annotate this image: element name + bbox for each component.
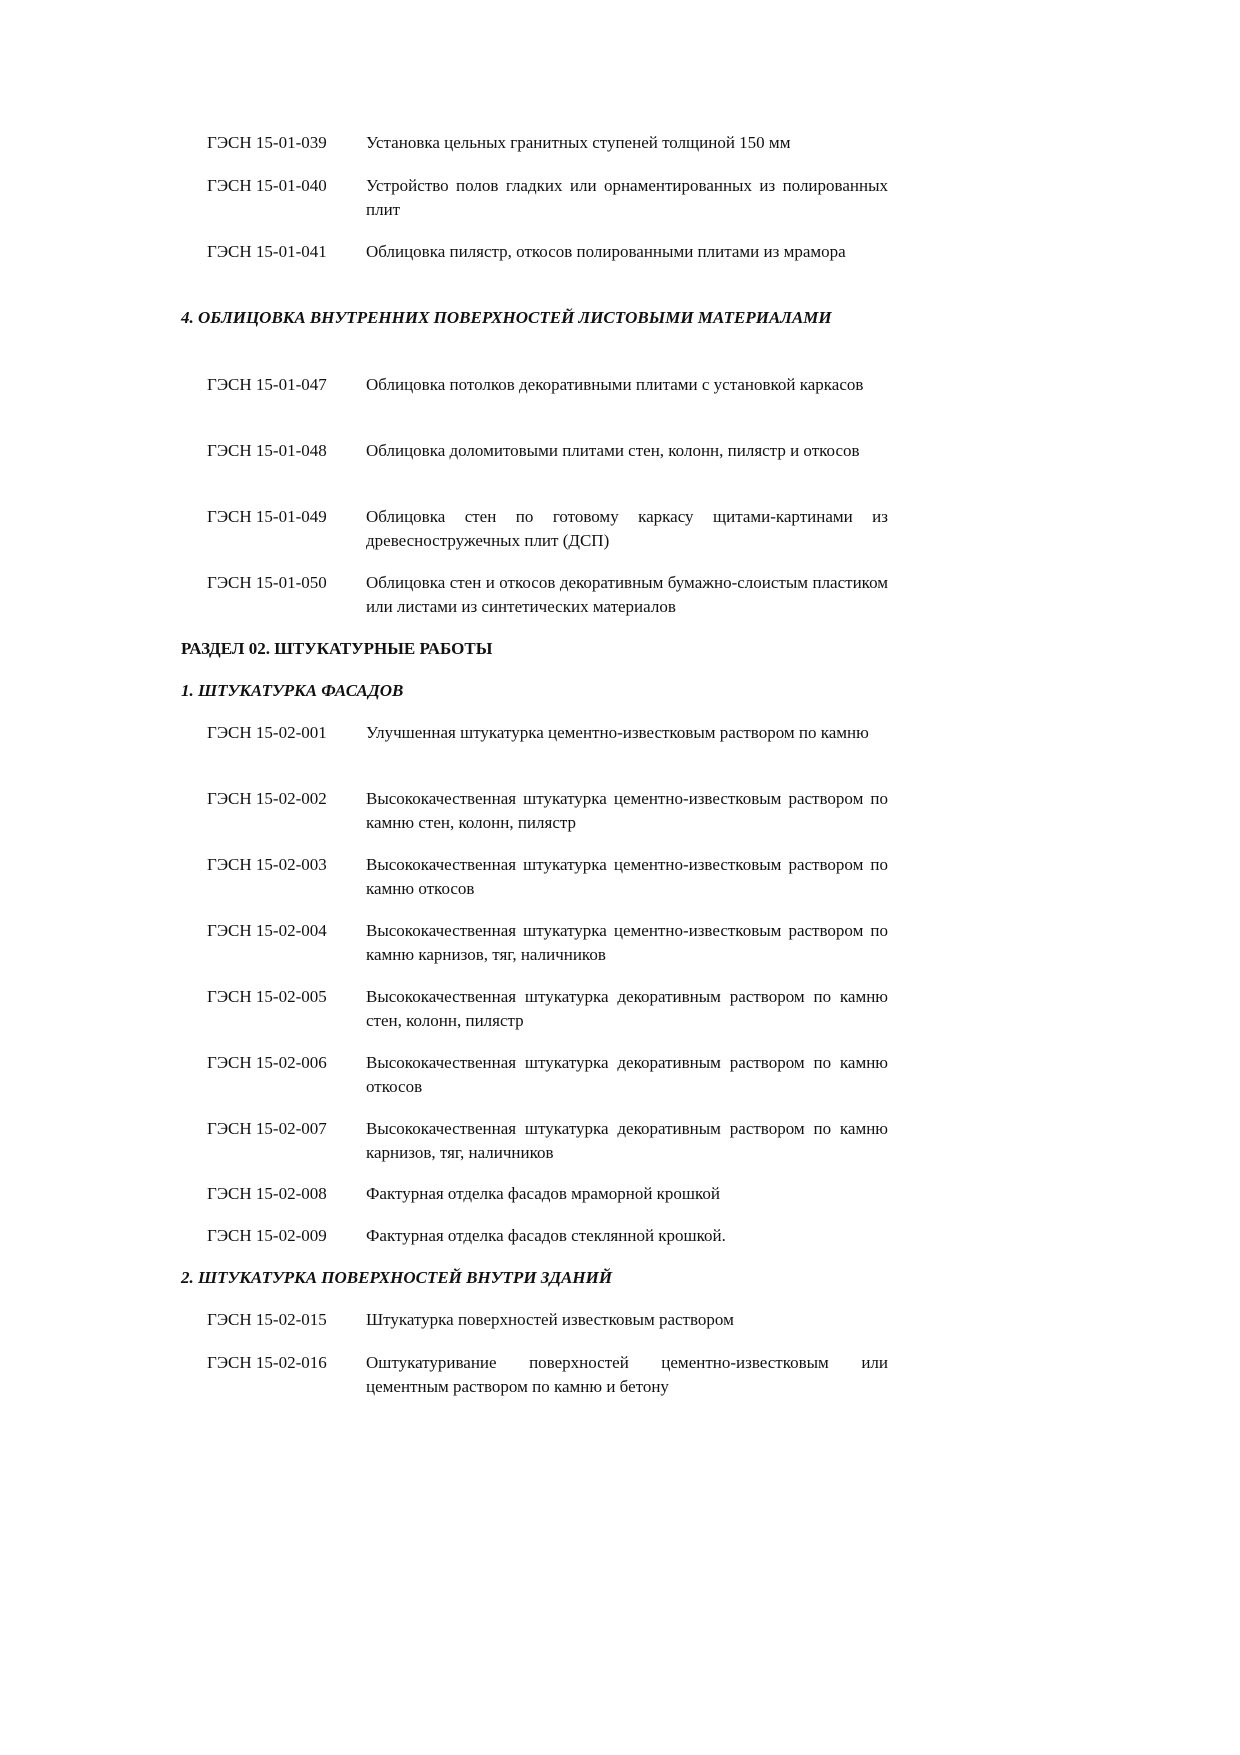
norm-code: ГЭСН 15-01-048 [207, 441, 327, 460]
norm-code: ГЭСН 15-01-040 [207, 176, 327, 195]
norm-description: Облицовка стен и откосов декоративным бумажно-слоистым пластиком или листами из синтетических материалов [366, 573, 888, 616]
norm-description: Высококачественная штукатурка декоративным раствором по камню стен, колонн, пилястр [366, 987, 888, 1030]
norm-description: Облицовка стен по готовому каркасу щитами-картинами из древесностружечных плит (ДСП) [366, 507, 888, 550]
norm-description: Устройство полов гладких или орнаментированных из полированных плит [366, 176, 888, 219]
norm-description: Установка цельных гранитных ступеней толщиной 150 мм [366, 133, 791, 152]
subsection-heading: 2. ШТУКАТУРКА ПОВЕРХНОСТЕЙ ВНУТРИ ЗДАНИЙ [181, 1268, 613, 1287]
norm-code: ГЭСН 15-02-003 [207, 855, 327, 874]
norm-description: Высококачественная штукатурка цементно-известковым раствором по камню откосов [366, 855, 888, 898]
norm-code: ГЭСН 15-01-050 [207, 573, 327, 592]
norm-description: Высококачественная штукатурка цементно-известковым раствором по камню карнизов, тяг, наличников [366, 921, 888, 964]
norm-code: ГЭСН 15-02-008 [207, 1184, 327, 1203]
norm-code: ГЭСН 15-02-004 [207, 921, 327, 940]
norm-code: ГЭСН 15-01-049 [207, 507, 327, 526]
norm-code: ГЭСН 15-02-007 [207, 1119, 327, 1138]
norm-description: Облицовка пилястр, откосов полированными плитами из мрамора [366, 242, 846, 261]
norm-code: ГЭСН 15-02-005 [207, 987, 327, 1006]
norm-description: Штукатурка поверхностей известковым раствором [366, 1310, 734, 1329]
subsection-heading: 1. ШТУКАТУРКА ФАСАДОВ [181, 681, 404, 700]
norm-description: Высококачественная штукатурка декоративным раствором по камню карнизов, тяг, наличников [366, 1119, 888, 1162]
norm-code: ГЭСН 15-02-009 [207, 1226, 327, 1245]
norm-description: Фактурная отделка фасадов мраморной крошкой [366, 1184, 721, 1203]
norm-description: Фактурная отделка фасадов стеклянной крошкой. [366, 1226, 726, 1245]
norm-code: ГЭСН 15-02-002 [207, 789, 327, 808]
norm-code: ГЭСН 15-02-015 [207, 1310, 327, 1329]
norm-code: ГЭСН 15-01-039 [207, 133, 327, 152]
norm-code: ГЭСН 15-02-016 [207, 1353, 327, 1372]
norm-code: ГЭСН 15-02-001 [207, 723, 327, 742]
norm-description: Оштукатуривание поверхностей цементно-известковым или цементным раствором по камню и бетону [366, 1353, 888, 1396]
section-heading: РАЗДЕЛ 02. ШТУКАТУРНЫЕ РАБОТЫ [181, 639, 493, 658]
norm-description: Высококачественная штукатурка декоративным раствором по камню откосов [366, 1053, 888, 1096]
norm-description: Облицовка доломитовыми плитами стен, колонн, пилястр и откосов [366, 441, 860, 460]
norm-code: ГЭСН 15-01-047 [207, 375, 327, 394]
norm-description: Облицовка потолков декоративными плитами с установкой каркасов [366, 375, 864, 394]
norm-code: ГЭСН 15-01-041 [207, 242, 327, 261]
norm-description: Улучшенная штукатурка цементно-известковым раствором по камню [366, 723, 869, 742]
norm-code: ГЭСН 15-02-006 [207, 1053, 327, 1072]
norm-description: Высококачественная штукатурка цементно-известковым раствором по камню стен, колонн, пилястр [366, 789, 888, 832]
subsection-heading: 4. ОБЛИЦОВКА ВНУТРЕННИХ ПОВЕРХНОСТЕЙ ЛИСТОВЫМИ МАТЕРИАЛАМИ [181, 308, 832, 327]
